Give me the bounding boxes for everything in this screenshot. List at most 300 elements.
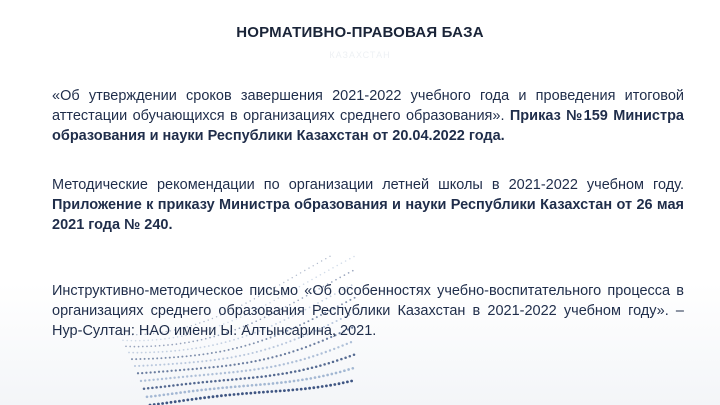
- decor-dot: [325, 385, 328, 388]
- decor-dot: [191, 398, 194, 401]
- decor-dot: [262, 367, 264, 369]
- decor-dot: [273, 346, 275, 348]
- decor-dot: [320, 352, 322, 354]
- decor-dot: [134, 365, 136, 367]
- decor-dot: [239, 355, 241, 357]
- decor-dot: [332, 361, 335, 364]
- decor-dot: [189, 382, 192, 385]
- decor-dot: [163, 345, 165, 347]
- paragraph-2-bold: Приложение к приказу Министра образования и науки Республики Казахстан от 26 мая 2021 года № 240.: [52, 197, 684, 233]
- decor-dot: [224, 394, 227, 397]
- decor-dot: [302, 369, 305, 372]
- decor-dot: [155, 386, 158, 389]
- decor-dot: [243, 354, 245, 356]
- decor-dot: [300, 388, 303, 391]
- decor-dot: [329, 349, 331, 351]
- decor-dot: [235, 378, 238, 381]
- decor-dot: [178, 400, 181, 403]
- decor-dot: [195, 347, 197, 349]
- decor-dot: [162, 393, 165, 396]
- decor-dot: [309, 377, 312, 380]
- decor-dot: [163, 363, 165, 365]
- decor-dot: [259, 359, 261, 361]
- decor-dot: [218, 358, 220, 360]
- decor-dot: [241, 392, 244, 395]
- decor-dot: [234, 385, 237, 388]
- decor-dot: [159, 345, 161, 347]
- decor-dot: [341, 262, 343, 264]
- decor-dot: [312, 386, 315, 389]
- decor-dot: [155, 345, 157, 347]
- decor-dot: [203, 374, 205, 376]
- decor-dot: [304, 387, 307, 390]
- decor-dot: [285, 342, 287, 344]
- decor-dot: [195, 397, 198, 400]
- decor-dot: [196, 368, 198, 370]
- decor-dot: [339, 371, 342, 374]
- paragraph-1-bold: Приказ №159 Министра образования и науки Республики Казахстан от 20.04.2022 года.: [52, 108, 684, 144]
- decor-dot: [258, 391, 261, 394]
- decor-dot: [221, 365, 223, 367]
- decor-dot: [203, 396, 206, 399]
- decor-dot: [212, 366, 214, 368]
- decor-dot: [350, 380, 353, 383]
- decor-dot: [189, 362, 191, 364]
- decor-dot: [268, 347, 270, 349]
- decor-dot: [157, 351, 159, 353]
- decor-dot: [209, 388, 212, 391]
- paragraph-2-text: Методические рекомендации по организации летней школы в 2021-2022 учебном году.: [52, 177, 684, 193]
- decor-dot: [178, 376, 180, 378]
- decor-dot: [171, 344, 173, 346]
- decor-dot: [273, 374, 276, 377]
- decor-dot: [215, 373, 217, 375]
- decor-dot: [194, 375, 196, 377]
- decor-dot: [155, 364, 157, 366]
- decor-dot: [174, 400, 177, 403]
- decor-dot: [158, 371, 160, 373]
- decor-dot: [161, 378, 163, 380]
- decor-dot: [194, 354, 196, 356]
- decor-dot: [204, 388, 207, 391]
- decor-dot: [287, 389, 290, 392]
- decor-dot: [183, 349, 185, 351]
- decor-dot: [225, 341, 227, 343]
- decor-dot: [211, 352, 213, 354]
- decor-dot: [330, 373, 333, 376]
- decor-dot: [288, 380, 291, 383]
- decor-dot: [277, 345, 279, 347]
- decor-dot: [169, 377, 171, 379]
- decor-dot: [348, 272, 350, 274]
- decor-dot: [169, 357, 171, 359]
- decor-dot: [296, 349, 298, 351]
- decor-dot: [162, 370, 164, 372]
- decor-dot: [313, 343, 315, 345]
- decor-dot: [298, 369, 301, 372]
- decor-dot: [207, 353, 209, 355]
- decor-dot: [147, 364, 149, 366]
- decor-dot: [313, 265, 314, 266]
- decor-dot: [152, 358, 154, 360]
- decor-dot: [325, 258, 326, 259]
- decor-dot: [349, 258, 351, 260]
- decor-dot: [270, 390, 273, 393]
- decor-dot: [167, 344, 169, 346]
- decor-dot: [223, 350, 225, 352]
- decor-dot: [339, 277, 341, 279]
- decor-dot: [304, 358, 306, 360]
- decor-dot: [245, 370, 247, 372]
- decor-dot: [259, 383, 262, 386]
- decor-dot: [191, 348, 193, 350]
- decor-dot: [292, 277, 293, 278]
- decor-dot: [218, 379, 221, 382]
- decor-dot: [305, 378, 308, 381]
- decor-dot: [137, 372, 139, 374]
- decor-dot: [142, 365, 144, 367]
- decor-dot: [185, 383, 188, 386]
- decor-dot: [232, 348, 234, 350]
- decor-dot: [217, 366, 219, 368]
- decor-dot: [208, 366, 210, 368]
- decor-dot: [149, 371, 151, 373]
- decor-dot: [229, 364, 231, 366]
- decor-dot: [238, 363, 240, 365]
- decor-dot: [142, 346, 144, 348]
- decor-dot: [233, 363, 235, 365]
- decor-dot: [210, 380, 213, 383]
- decor-dot: [168, 363, 170, 365]
- decor-dot: [304, 270, 305, 271]
- decor-dot: [321, 260, 322, 261]
- decor-dot: [239, 378, 242, 381]
- decor-dot: [181, 383, 184, 386]
- decor-dot: [254, 391, 257, 394]
- decor-dot: [227, 379, 230, 382]
- decor-dot: [336, 359, 339, 362]
- decor-dot: [288, 352, 290, 354]
- decor-dot: [267, 357, 269, 359]
- decor-dot: [188, 341, 190, 343]
- decor-dot: [253, 368, 255, 370]
- decor-dot: [187, 348, 189, 350]
- decor-dot: [160, 357, 162, 359]
- decor-dot: [341, 344, 343, 346]
- decor-dot: [175, 369, 177, 371]
- decor-dot: [301, 378, 304, 381]
- decor-dot: [157, 378, 159, 380]
- decor-dot: [225, 386, 228, 389]
- decor-dot: [233, 393, 236, 396]
- decor-dot: [333, 348, 335, 350]
- decor-dot: [280, 381, 283, 384]
- decor-dot: [190, 355, 192, 357]
- decor-dot: [308, 356, 310, 358]
- decor-dot: [293, 380, 296, 383]
- decor-dot: [197, 381, 200, 384]
- decor-dot: [182, 376, 184, 378]
- decor-dot: [352, 270, 354, 272]
- decor-dot: [202, 381, 205, 384]
- decor-dot: [353, 353, 356, 356]
- decor-dot: [272, 382, 275, 385]
- decor-dot: [296, 275, 297, 276]
- decor-dot: [167, 393, 170, 396]
- decor-dot: [193, 382, 196, 385]
- decor-dot: [202, 353, 204, 355]
- decor-dot: [315, 365, 318, 368]
- decor-dot: [280, 354, 282, 356]
- decor-dot: [305, 346, 307, 348]
- decor-dot: [170, 370, 172, 372]
- decor-dot: [232, 371, 234, 373]
- decor-dot: [328, 362, 331, 365]
- decor-dot: [177, 356, 179, 358]
- decor-dot: [260, 375, 263, 378]
- decor-dot: [338, 382, 341, 385]
- decor-dot: [216, 343, 218, 345]
- decor-dot: [345, 260, 347, 262]
- decor-dot: [211, 373, 213, 375]
- decor-dot: [153, 351, 155, 353]
- decor-dot: [284, 353, 286, 355]
- decor-dot: [235, 356, 237, 358]
- decor-dot: [250, 361, 252, 363]
- decor-dot: [200, 389, 203, 392]
- paragraph-1-text: «Об утверждении сроков завершения 2021-2022 учебного года и проведения итоговой аттестации обучающихся в организациях среднего образования».: [52, 88, 684, 124]
- decor-dot: [278, 364, 280, 366]
- decor-dot: [265, 375, 268, 378]
- decor-dot: [199, 347, 201, 349]
- decor-dot: [145, 352, 147, 354]
- decor-dot: [238, 385, 241, 388]
- decor-dot: [228, 394, 231, 397]
- decor-dot: [212, 395, 215, 398]
- decor-dot: [179, 391, 182, 394]
- decor-dot: [344, 274, 346, 276]
- decor-dot: [291, 361, 293, 363]
- decor-dot: [244, 345, 246, 347]
- document-paragraph-1: [52, 86, 684, 146]
- decor-dot: [266, 390, 269, 393]
- decor-dot: [255, 384, 258, 387]
- decor-dot: [307, 368, 310, 371]
- decor-dot: [337, 346, 339, 348]
- decor-dot: [173, 356, 175, 358]
- decor-dot: [184, 342, 186, 344]
- decor-dot: [150, 345, 152, 347]
- decor-dot: [315, 276, 317, 278]
- decor-dot: [349, 355, 352, 358]
- decor-dot: [172, 363, 174, 365]
- decor-dot: [308, 387, 311, 390]
- decor-dot: [162, 351, 164, 353]
- decor-dot: [156, 357, 158, 359]
- decor-dot: [346, 381, 349, 384]
- decor-dot: [241, 370, 243, 372]
- decor-dot: [281, 373, 284, 376]
- decor-dot: [312, 355, 314, 357]
- decor-dot: [328, 269, 330, 271]
- decor-dot: [254, 360, 256, 362]
- decor-dot: [199, 397, 202, 400]
- decor-dot: [252, 352, 254, 354]
- decor-dot: [226, 357, 228, 359]
- decor-dot: [204, 367, 206, 369]
- decor-dot: [131, 358, 133, 360]
- decor-dot: [145, 372, 147, 374]
- decor-dot: [166, 351, 168, 353]
- decor-dot: [186, 355, 188, 357]
- decor-dot: [181, 356, 183, 358]
- decor-dot: [207, 396, 210, 399]
- decor-dot: [275, 390, 278, 393]
- decor-dot: [299, 359, 301, 361]
- decor-dot: [225, 365, 227, 367]
- decor-dot: [141, 352, 143, 354]
- decor-dot: [246, 384, 249, 387]
- decor-dot: [266, 366, 268, 368]
- decor-dot: [242, 385, 245, 388]
- decor-dot: [148, 379, 150, 381]
- decor-dot: [192, 390, 195, 393]
- decor-dot: [333, 383, 336, 386]
- decor-dot: [296, 388, 299, 391]
- decor-dot: [178, 349, 180, 351]
- decor-dot: [188, 390, 191, 393]
- decor-dot: [144, 358, 146, 360]
- decor-dot: [154, 395, 157, 398]
- decor-dot: [245, 392, 248, 395]
- decor-dot: [210, 359, 212, 361]
- decor-dot: [230, 386, 233, 389]
- decor-dot: [252, 376, 255, 379]
- decor-dot: [324, 272, 326, 274]
- decor-dot: [196, 389, 199, 392]
- decor-dot: [149, 351, 151, 353]
- decor-dot: [317, 341, 319, 343]
- decor-dot: [308, 267, 309, 268]
- decor-dot: [314, 376, 317, 379]
- decor-dot: [165, 357, 167, 359]
- decor-dot: [270, 366, 272, 368]
- decor-dot: [323, 363, 326, 366]
- decor-dot: [329, 384, 332, 387]
- decor-dot: [152, 379, 154, 381]
- decor-dot: [198, 354, 200, 356]
- decor-dot: [236, 347, 238, 349]
- decor-dot: [244, 377, 247, 380]
- decor-dot: [214, 359, 216, 361]
- document-paragraph-2: [52, 175, 684, 235]
- slide-title: НОРМАТИВНО-ПРАВОВАЯ БАЗА: [236, 24, 484, 41]
- decor-dot: [228, 371, 230, 373]
- decor-dot: [135, 358, 137, 360]
- decor-dot: [183, 391, 186, 394]
- decor-dot: [318, 375, 321, 378]
- decor-dot: [180, 343, 182, 345]
- decor-dot: [317, 263, 318, 264]
- decor-dot: [256, 351, 258, 353]
- document-paragraph-3: [52, 281, 684, 341]
- decor-dot: [141, 372, 143, 374]
- decor-dot: [154, 371, 156, 373]
- decor-dot: [128, 352, 130, 354]
- decor-dot: [206, 381, 209, 384]
- decor-dot: [340, 358, 343, 361]
- decor-dot: [146, 395, 149, 398]
- decor-dot: [138, 365, 140, 367]
- decor-dot: [335, 372, 338, 375]
- decor-dot: [174, 350, 176, 352]
- decor-dot: [231, 356, 233, 358]
- decor-dot: [213, 387, 216, 390]
- decor-dot: [170, 350, 172, 352]
- decor-dot: [166, 370, 168, 372]
- decor-dot: [320, 274, 322, 276]
- decor-dot: [182, 399, 185, 402]
- decor-dot: [179, 369, 181, 371]
- decor-dot: [351, 367, 354, 370]
- decor-dot: [297, 379, 300, 382]
- decor-dot: [199, 374, 201, 376]
- decor-dot: [292, 350, 294, 352]
- decor-dot: [271, 356, 273, 358]
- decor-dot: [205, 360, 207, 362]
- decor-dot: [263, 383, 266, 386]
- decor-dot: [350, 341, 352, 343]
- decor-dot: [319, 364, 322, 367]
- decor-dot: [286, 372, 289, 375]
- decor-dot: [159, 364, 161, 366]
- decor-dot: [279, 390, 282, 393]
- decor-dot: [321, 385, 324, 388]
- decor-dot: [183, 369, 185, 371]
- decor-dot: [140, 380, 142, 382]
- decor-dot: [240, 346, 242, 348]
- decor-dot: [221, 386, 224, 389]
- decor-dot: [267, 383, 270, 386]
- decor-dot: [263, 358, 265, 360]
- decor-dot: [132, 352, 134, 354]
- decor-dot: [249, 369, 251, 371]
- decor-dot: [204, 346, 206, 348]
- decor-dot: [217, 387, 220, 390]
- decor-dot: [353, 256, 355, 258]
- decor-dot: [191, 368, 193, 370]
- decor-dot: [168, 385, 171, 388]
- decor-dot: [223, 379, 226, 382]
- decor-dot: [219, 351, 221, 353]
- decor-dot: [214, 380, 217, 383]
- decor-dot: [148, 358, 150, 360]
- decor-dot: [143, 387, 146, 390]
- decor-dot: [276, 382, 279, 385]
- decor-dot: [193, 361, 195, 363]
- decor-dot: [184, 362, 186, 364]
- decor-dot: [175, 392, 178, 395]
- decor-dot: [295, 360, 297, 362]
- decor-dot: [201, 360, 203, 362]
- decor-dot: [160, 386, 163, 389]
- decor-dot: [257, 368, 259, 370]
- decor-dot: [236, 371, 238, 373]
- decor-dot: [212, 344, 214, 346]
- decor-dot: [346, 343, 348, 345]
- decor-dot: [146, 346, 148, 348]
- decor-dot: [165, 402, 168, 405]
